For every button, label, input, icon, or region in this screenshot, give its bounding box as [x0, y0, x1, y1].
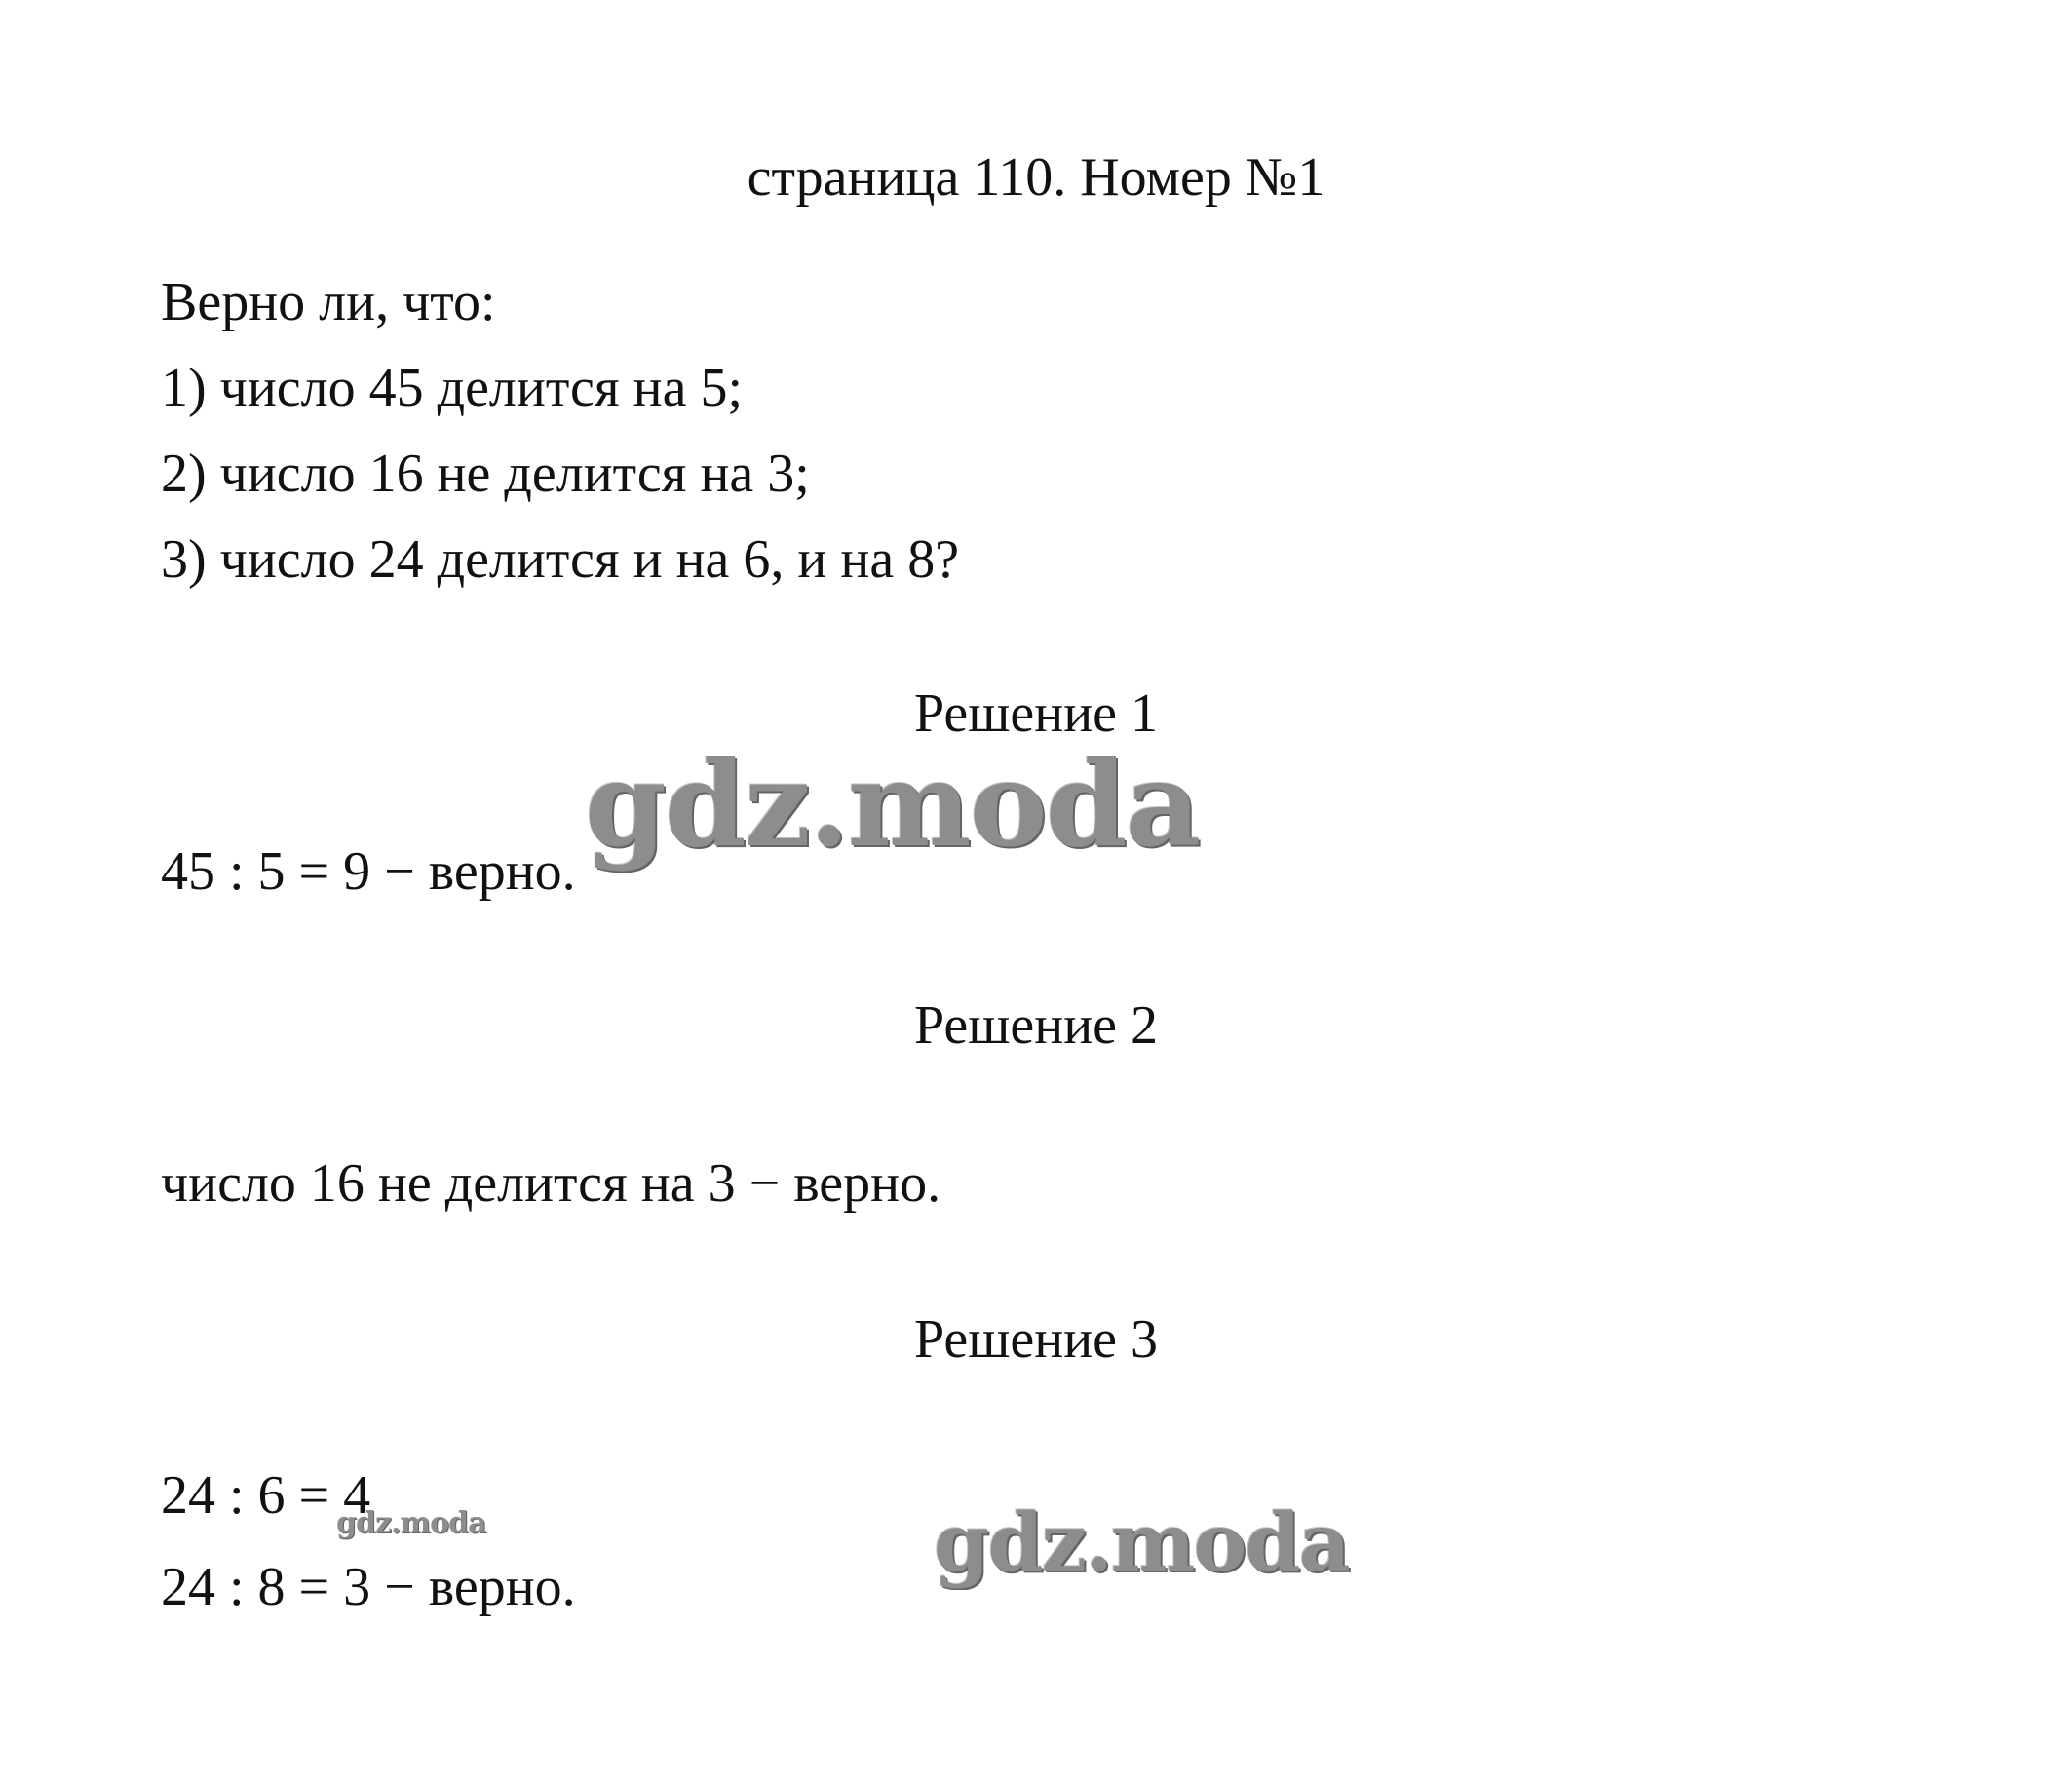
solution-2-heading: Решение 2: [913, 995, 1159, 1056]
task-item-3: 3) число 24 делится и на 6, и на 8?: [161, 529, 960, 590]
task-item-1: 1) число 45 делится на 5;: [161, 358, 743, 418]
solution-1-heading: Решение 1: [913, 683, 1159, 744]
watermark-logo: gdz.moda: [934, 1496, 1349, 1590]
page-title: страница 110. Номер №1: [747, 147, 1325, 208]
watermark-logo-small: gdz.moda: [336, 1506, 486, 1540]
solution-2-line-1: число 16 не делится на 3 − верно.: [161, 1153, 941, 1214]
solution-1-line-1: 45 : 5 = 9 − верно.: [161, 841, 576, 902]
task-item-2: 2) число 16 не делится на 3;: [161, 444, 810, 504]
solution-3-line-1: 24 : 6 = 4: [161, 1465, 371, 1526]
task-question: Верно ли, что:: [161, 272, 496, 332]
solution-3-heading: Решение 3: [913, 1309, 1159, 1370]
solution-3-line-2: 24 : 8 = 3 − верно.: [161, 1557, 576, 1617]
watermark-logo: gdz.moda: [585, 736, 1200, 873]
